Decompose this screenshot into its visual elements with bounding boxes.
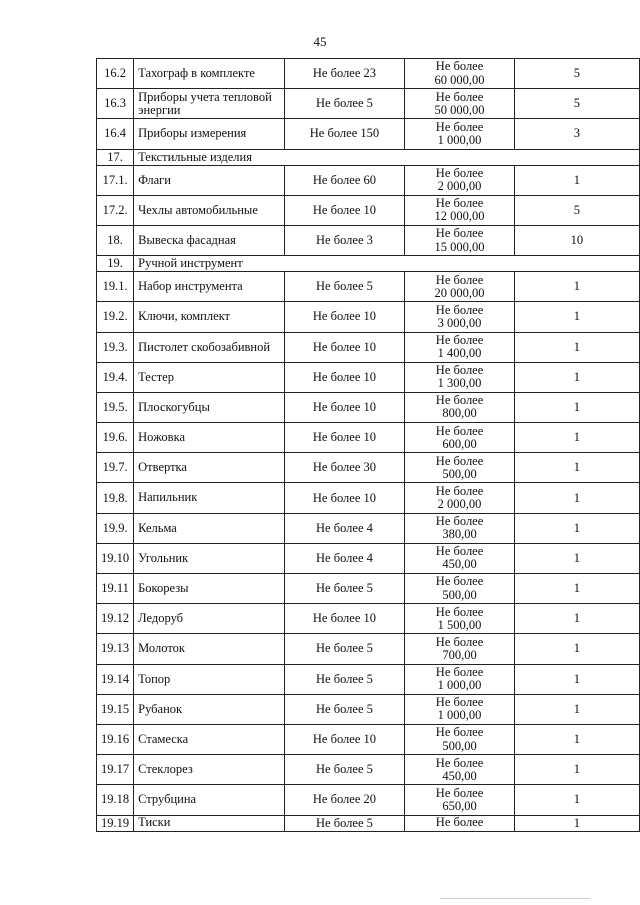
price-prefix: Не более bbox=[435, 634, 484, 649]
price-prefix: Не более bbox=[435, 272, 484, 287]
item-price bbox=[405, 302, 514, 332]
item-count: 5 bbox=[514, 89, 639, 119]
item-number: 19.16 bbox=[97, 724, 134, 754]
item-count: 1 bbox=[514, 302, 639, 332]
price-prefix: Не более bbox=[435, 755, 484, 770]
price-value: 450,00 bbox=[442, 557, 477, 572]
item-quantity: Не более 5 bbox=[284, 815, 405, 831]
item-name: Бокорезы bbox=[134, 574, 284, 604]
price-prefix: Не более bbox=[435, 604, 484, 619]
item-count: 5 bbox=[514, 59, 639, 89]
price-prefix: Не более bbox=[435, 544, 484, 559]
item-price bbox=[405, 513, 514, 543]
item-name: Рубанок bbox=[134, 694, 284, 724]
item-count: 5 bbox=[514, 195, 639, 225]
table-row bbox=[97, 483, 640, 513]
table-row bbox=[97, 664, 640, 694]
item-price bbox=[405, 604, 514, 634]
table-row bbox=[97, 195, 640, 225]
price-value: 20 000,00 bbox=[434, 285, 485, 300]
item-quantity: Не более 10 bbox=[284, 362, 405, 392]
item-number: 18. bbox=[97, 225, 134, 255]
table-row bbox=[97, 634, 640, 664]
price-prefix: Не более bbox=[435, 166, 484, 181]
item-price bbox=[405, 543, 514, 573]
item-count: 1 bbox=[514, 634, 639, 664]
item-quantity: Не более 60 bbox=[284, 165, 405, 195]
price-value: 450,00 bbox=[442, 768, 477, 783]
item-count: 1 bbox=[514, 272, 639, 302]
item-price bbox=[405, 272, 514, 302]
item-name: Пистолет скобозабивной bbox=[134, 332, 284, 362]
item-price bbox=[405, 332, 514, 362]
price-value: 700,00 bbox=[442, 647, 477, 662]
item-number: 17.2. bbox=[97, 195, 134, 225]
item-count: 1 bbox=[514, 694, 639, 724]
table-row bbox=[97, 513, 640, 543]
item-number: 19.2. bbox=[97, 302, 134, 332]
item-price bbox=[405, 89, 514, 119]
item-number: 19.1. bbox=[97, 272, 134, 302]
item-name: Ножовка bbox=[134, 423, 284, 453]
price-prefix: Не более bbox=[435, 514, 484, 529]
item-quantity: Не более 150 bbox=[284, 119, 405, 149]
item-number: 19.13 bbox=[97, 634, 134, 664]
category-number: 19. bbox=[97, 256, 134, 272]
item-count: 1 bbox=[514, 785, 639, 815]
price-value: 12 000,00 bbox=[434, 209, 485, 224]
table-row bbox=[97, 724, 640, 754]
item-number: 19.7. bbox=[97, 453, 134, 483]
item-number: 19.5. bbox=[97, 392, 134, 422]
price-prefix: Не более bbox=[435, 226, 484, 241]
item-price bbox=[405, 483, 514, 513]
item-name: Ключи, комплект bbox=[134, 302, 284, 332]
item-quantity: Не более 30 bbox=[284, 453, 405, 483]
item-count: 1 bbox=[514, 362, 639, 392]
item-quantity: Не более 5 bbox=[284, 272, 405, 302]
price-prefix: Не более bbox=[435, 393, 484, 408]
table-row bbox=[97, 815, 640, 831]
table-row bbox=[97, 272, 640, 302]
price-prefix: Не более bbox=[435, 785, 484, 800]
item-count: 1 bbox=[514, 815, 639, 831]
item-number: 19.18 bbox=[97, 785, 134, 815]
item-quantity: Не более 5 bbox=[284, 755, 405, 785]
table-row bbox=[97, 785, 640, 815]
item-quantity: Не более 10 bbox=[284, 332, 405, 362]
price-prefix: Не более bbox=[435, 815, 484, 830]
price-value: 500,00 bbox=[442, 738, 477, 753]
item-name: Стеклорез bbox=[134, 755, 284, 785]
item-number: 19.8. bbox=[97, 483, 134, 513]
item-name: Тахограф в комплекте bbox=[134, 59, 284, 89]
price-value: 1 000,00 bbox=[437, 678, 482, 693]
price-prefix: Не более bbox=[435, 423, 484, 438]
table-row bbox=[97, 392, 640, 422]
price-prefix: Не более bbox=[435, 725, 484, 740]
price-value: 2 000,00 bbox=[437, 497, 482, 512]
price-value: 600,00 bbox=[442, 436, 477, 451]
item-number: 16.4 bbox=[97, 119, 134, 149]
table-row bbox=[97, 362, 640, 392]
table-row bbox=[97, 755, 640, 785]
category-number: 17. bbox=[97, 149, 134, 165]
item-count: 1 bbox=[514, 604, 639, 634]
item-quantity: Не более 4 bbox=[284, 513, 405, 543]
item-quantity: Не более 10 bbox=[284, 195, 405, 225]
item-count: 1 bbox=[514, 513, 639, 543]
price-prefix: Не более bbox=[435, 363, 484, 378]
item-quantity: Не более 20 bbox=[284, 785, 405, 815]
item-quantity: Не более 10 bbox=[284, 392, 405, 422]
item-price bbox=[405, 59, 514, 89]
price-value: 2 000,00 bbox=[437, 179, 482, 194]
item-quantity: Не более 5 bbox=[284, 634, 405, 664]
price-prefix: Не более bbox=[435, 119, 484, 134]
table-body bbox=[97, 59, 640, 832]
item-name: Угольник bbox=[134, 543, 284, 573]
item-name: Вывеска фасадная bbox=[134, 225, 284, 255]
price-prefix: Не более bbox=[435, 196, 484, 211]
item-price bbox=[405, 574, 514, 604]
item-quantity: Не более 3 bbox=[284, 225, 405, 255]
item-count: 1 bbox=[514, 664, 639, 694]
item-number: 19.10 bbox=[97, 543, 134, 573]
item-count: 1 bbox=[514, 483, 639, 513]
price-value: 650,00 bbox=[442, 798, 477, 813]
item-name: Приборы учета тепловой энергии bbox=[134, 89, 284, 119]
item-number: 16.2 bbox=[97, 59, 134, 89]
table-row bbox=[97, 89, 640, 119]
page-number: 45 bbox=[313, 34, 327, 49]
item-name: Струбцина bbox=[134, 785, 284, 815]
item-price bbox=[405, 664, 514, 694]
table-row bbox=[97, 165, 640, 195]
item-count: 10 bbox=[514, 225, 639, 255]
item-quantity: Не более 10 bbox=[284, 724, 405, 754]
item-name: Тиски bbox=[134, 815, 284, 831]
category-row bbox=[97, 256, 640, 272]
price-prefix: Не более bbox=[435, 59, 484, 74]
item-count: 1 bbox=[514, 755, 639, 785]
table-row bbox=[97, 694, 640, 724]
item-quantity: Не более 10 bbox=[284, 604, 405, 634]
item-number: 19.12 bbox=[97, 604, 134, 634]
item-number: 17.1. bbox=[97, 165, 134, 195]
item-quantity: Не более 10 bbox=[284, 302, 405, 332]
item-price bbox=[405, 724, 514, 754]
item-number: 19.6. bbox=[97, 423, 134, 453]
price-prefix: Не более bbox=[435, 574, 484, 589]
item-quantity: Не более 5 bbox=[284, 89, 405, 119]
item-price bbox=[405, 755, 514, 785]
price-prefix: Не более bbox=[435, 665, 484, 680]
price-prefix: Не более bbox=[435, 302, 484, 317]
table-row bbox=[97, 119, 640, 149]
item-quantity: Не более 5 bbox=[284, 694, 405, 724]
item-price bbox=[405, 362, 514, 392]
table-row bbox=[97, 574, 640, 604]
item-name: Молоток bbox=[134, 634, 284, 664]
table-row bbox=[97, 59, 640, 89]
item-price bbox=[405, 815, 514, 831]
item-number: 19.11 bbox=[97, 574, 134, 604]
category-title: Ручной инструмент bbox=[134, 256, 640, 272]
item-quantity: Не более 10 bbox=[284, 483, 405, 513]
procurement-table bbox=[96, 58, 640, 832]
item-name: Ледоруб bbox=[134, 604, 284, 634]
item-name: Стамеска bbox=[134, 724, 284, 754]
item-name: Напильник bbox=[134, 483, 284, 513]
table-row bbox=[97, 332, 640, 362]
item-quantity: Не более 23 bbox=[284, 59, 405, 89]
item-price bbox=[405, 785, 514, 815]
item-count: 1 bbox=[514, 165, 639, 195]
item-number: 19.4. bbox=[97, 362, 134, 392]
item-price bbox=[405, 694, 514, 724]
item-number: 19.14 bbox=[97, 664, 134, 694]
item-name: Флаги bbox=[134, 165, 284, 195]
item-name: Плоскогубцы bbox=[134, 392, 284, 422]
item-count: 3 bbox=[514, 119, 639, 149]
item-number: 16.3 bbox=[97, 89, 134, 119]
item-number: 19.19 bbox=[97, 815, 134, 831]
price-value: 800,00 bbox=[442, 406, 477, 421]
price-value: 1 000,00 bbox=[437, 708, 482, 723]
item-price bbox=[405, 634, 514, 664]
scan-artifact bbox=[440, 898, 590, 899]
item-price bbox=[405, 225, 514, 255]
price-value: 380,00 bbox=[442, 527, 477, 542]
item-count: 1 bbox=[514, 392, 639, 422]
table-row bbox=[97, 453, 640, 483]
item-price bbox=[405, 119, 514, 149]
price-prefix: Не более bbox=[435, 332, 484, 347]
item-price bbox=[405, 195, 514, 225]
table-row bbox=[97, 225, 640, 255]
item-price bbox=[405, 392, 514, 422]
item-name: Кельма bbox=[134, 513, 284, 543]
price-value: 1 300,00 bbox=[437, 376, 482, 391]
item-count: 1 bbox=[514, 332, 639, 362]
item-quantity: Не более 4 bbox=[284, 543, 405, 573]
price-value: 1 500,00 bbox=[437, 617, 482, 632]
price-prefix: Не более bbox=[435, 89, 484, 104]
price-prefix: Не более bbox=[435, 483, 484, 498]
table-row bbox=[97, 423, 640, 453]
item-quantity: Не более 5 bbox=[284, 664, 405, 694]
item-count: 1 bbox=[514, 423, 639, 453]
price-value: 1 400,00 bbox=[437, 346, 482, 361]
item-name: Чехлы автомобильные bbox=[134, 195, 284, 225]
item-number: 19.17 bbox=[97, 755, 134, 785]
item-number: 19.3. bbox=[97, 332, 134, 362]
category-row bbox=[97, 149, 640, 165]
price-value: 50 000,00 bbox=[434, 102, 485, 117]
price-value: 500,00 bbox=[442, 466, 477, 481]
price-value: 60 000,00 bbox=[434, 72, 485, 87]
item-count: 1 bbox=[514, 453, 639, 483]
price-prefix: Не более bbox=[435, 695, 484, 710]
item-name: Отвертка bbox=[134, 453, 284, 483]
price-value: 3 000,00 bbox=[437, 315, 482, 330]
table-row bbox=[97, 604, 640, 634]
price-value: 15 000,00 bbox=[434, 239, 485, 254]
item-name: Набор инструмента bbox=[134, 272, 284, 302]
item-name: Тестер bbox=[134, 362, 284, 392]
item-number: 19.15 bbox=[97, 694, 134, 724]
item-count: 1 bbox=[514, 724, 639, 754]
item-quantity: Не более 5 bbox=[284, 574, 405, 604]
item-count: 1 bbox=[514, 574, 639, 604]
item-count: 1 bbox=[514, 543, 639, 573]
item-price bbox=[405, 423, 514, 453]
table-row bbox=[97, 543, 640, 573]
item-name: Приборы измерения bbox=[134, 119, 284, 149]
item-quantity: Не более 10 bbox=[284, 423, 405, 453]
price-prefix: Не более bbox=[435, 453, 484, 468]
price-value: 500,00 bbox=[442, 587, 477, 602]
price-value: 1 000,00 bbox=[437, 132, 482, 147]
category-title: Текстильные изделия bbox=[134, 149, 640, 165]
item-price bbox=[405, 453, 514, 483]
item-name: Топор bbox=[134, 664, 284, 694]
table-row bbox=[97, 302, 640, 332]
item-number: 19.9. bbox=[97, 513, 134, 543]
item-price bbox=[405, 165, 514, 195]
